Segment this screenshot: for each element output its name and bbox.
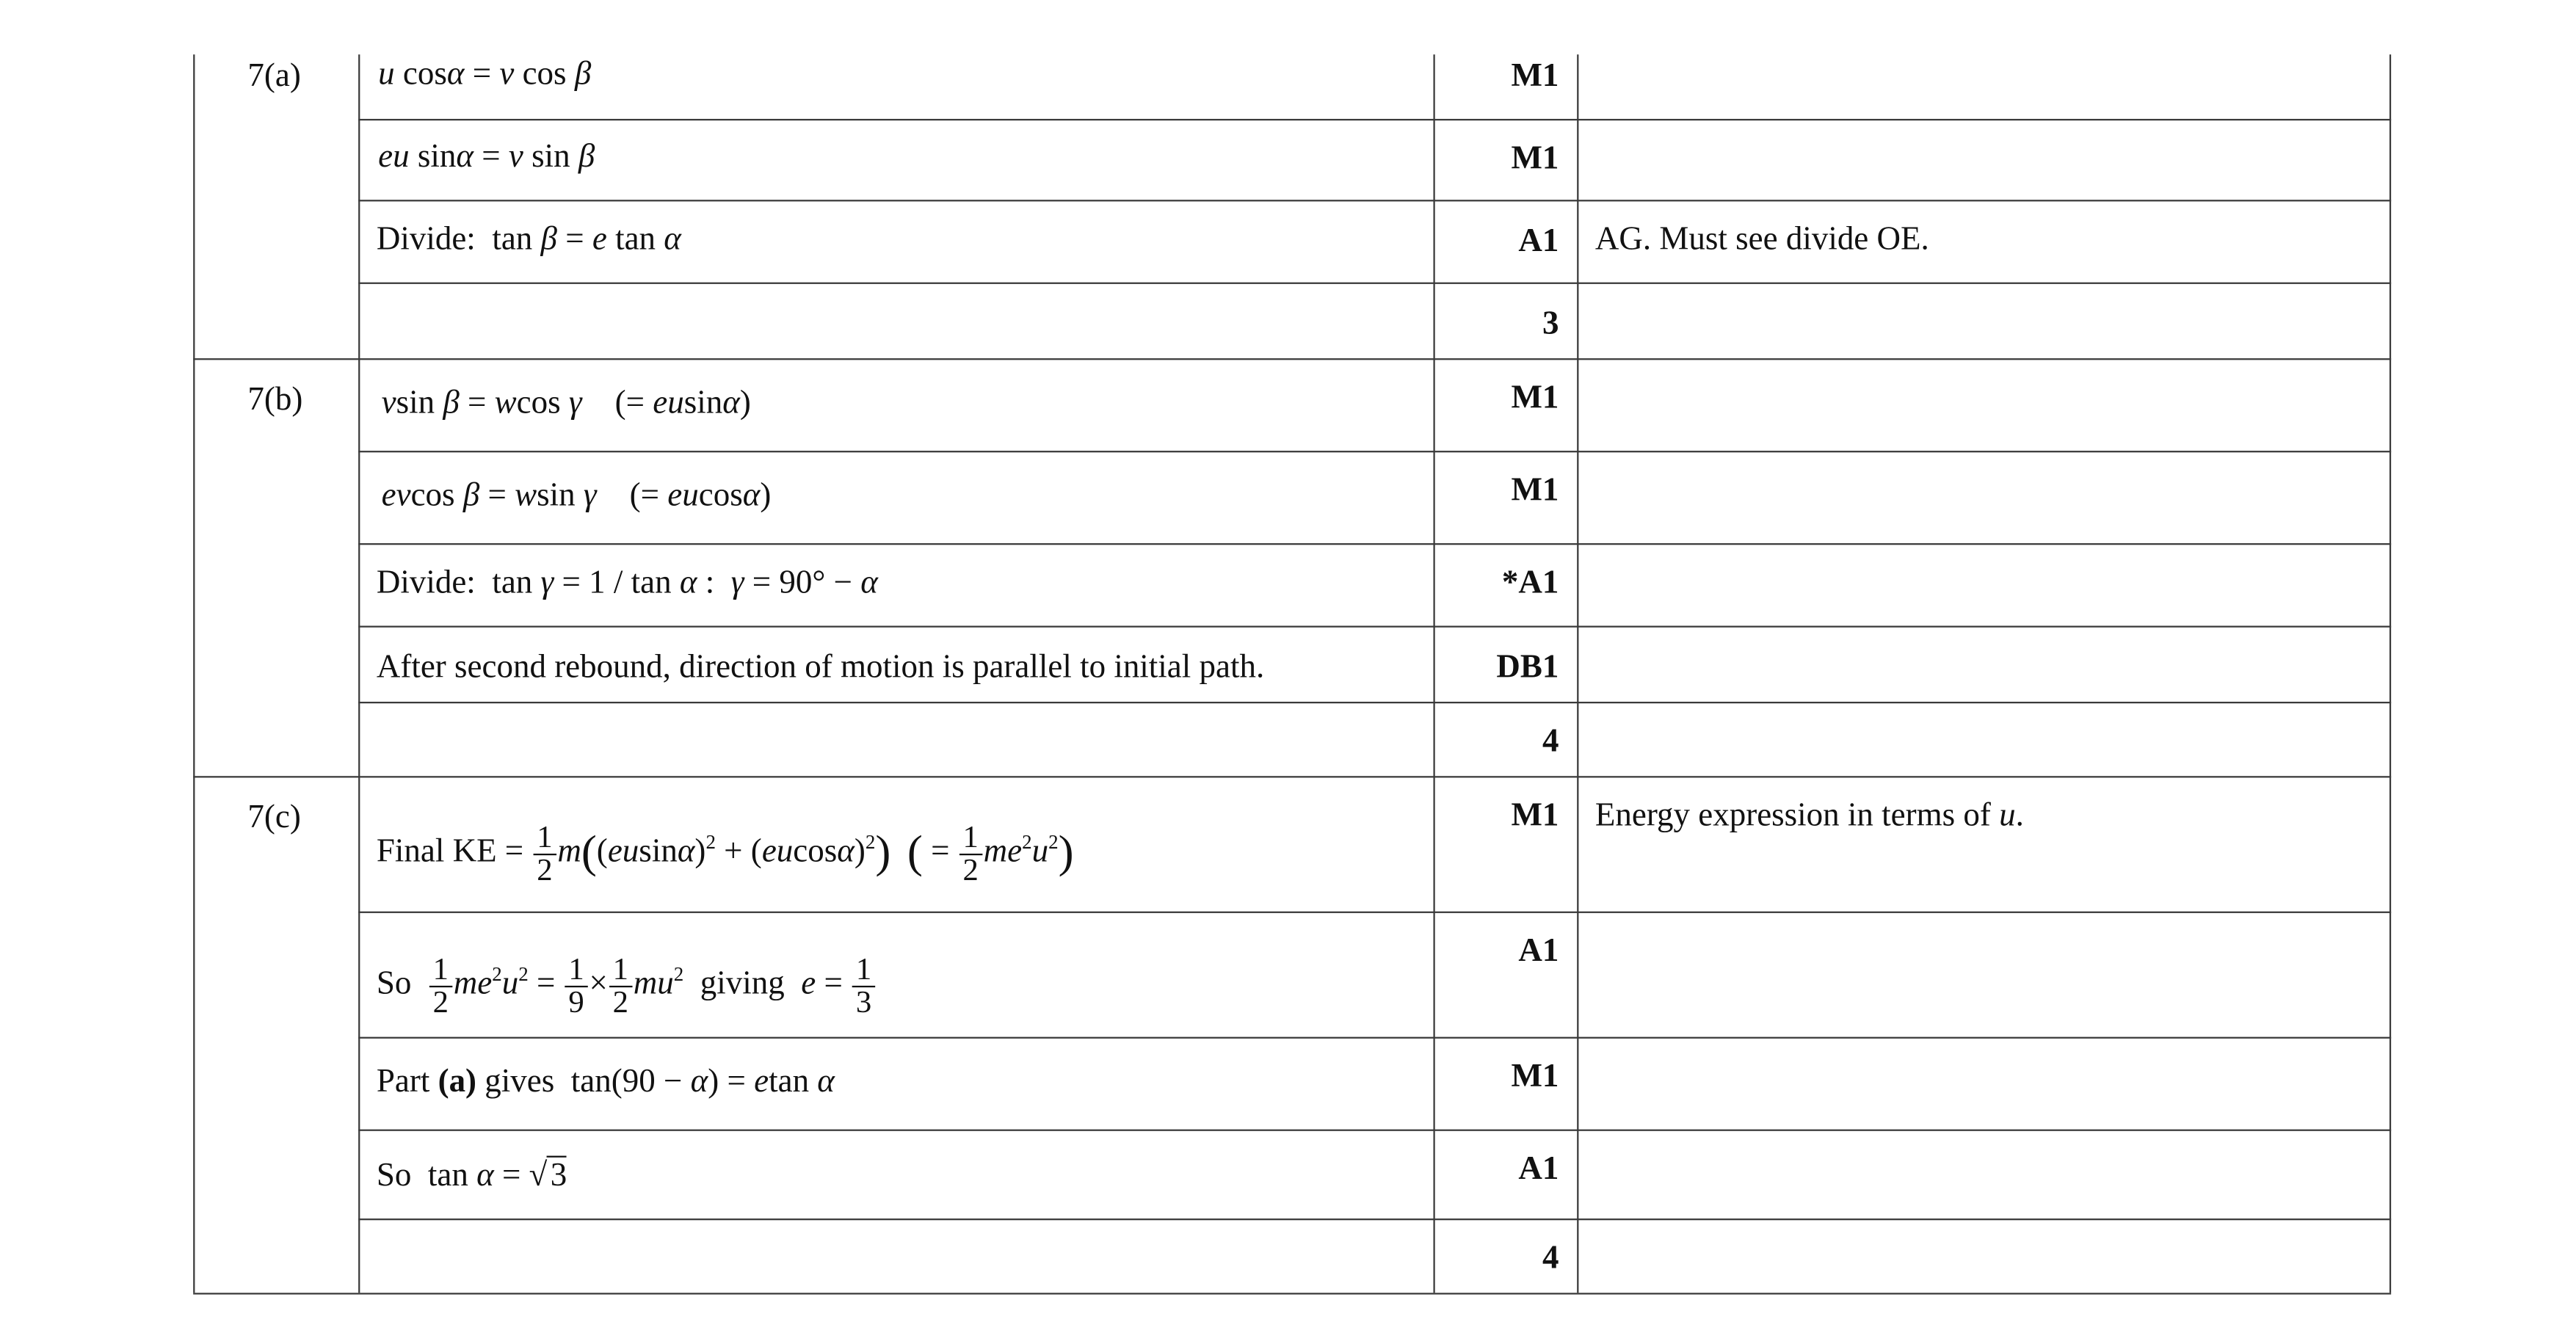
row-divider [358,702,2391,703]
answer-equation: So tan α = √ 3 [377,1156,567,1196]
question-label: 7(c) [247,799,301,836]
mark-code: A1 [1518,932,1559,970]
guidance-note: Energy expression in terms of u. [1594,797,2024,834]
answer-equation: evcos β = wsin γ (= eucosα) [381,477,772,514]
guidance-note: AG. Must see divide OE. [1594,221,1929,258]
row-divider [358,626,2391,628]
table-border-right [2390,54,2391,1293]
table-border-left [193,54,195,1293]
mark-code: M1 [1511,797,1559,834]
answer-equation: vsin β = wcos γ (= eusinα) [381,385,751,421]
answer-equation: So $\frac{1}{2}$ $me^2u^2$ = $\frac{1}{9}$ × $\frac{1}{2}$ $mu^2$ giving e = $\frac{1}{3}$ [377,934,877,1023]
row-divider [358,451,2391,452]
answer-equation: Divide: tan β = e tan α [376,221,681,258]
answer-equation: Part (a) gives tan(90 − α) = etan α [376,1063,835,1100]
row-divider [358,1037,2391,1039]
question-label: 7(a) [247,57,301,95]
mark-total: 3 [1542,305,1559,342]
row-divider [358,200,2391,201]
mark-code: M1 [1511,57,1559,95]
row-divider [358,1130,2391,1131]
mark-code: M1 [1511,379,1559,416]
answer-equation: Final KE = $\frac{1}{2}$ $m((eusin\alpha)^2 + (eucos\alpha)^2)$ ( = $\frac{1}{2}$ $me^2u^2$) [376,819,1074,888]
mark-code: A1 [1518,222,1559,260]
mark-code: M1 [1511,140,1559,177]
mark-total: 4 [1542,1240,1559,1276]
mark-code: A1 [1518,1150,1559,1188]
row-divider [358,543,2391,545]
guidance-column-left-border [1577,54,1578,1293]
answer-column-left-border [358,54,360,1293]
answer-equation: Divide: tan γ = 1 / tan α : γ = 90° − α [376,564,878,601]
mark-code: DB1 [1496,649,1559,686]
mark-total: 4 [1542,723,1559,760]
question-divider [193,358,2391,360]
question-divider [193,776,2391,777]
row-divider [358,912,2391,913]
answer-equation: u cosα = v cos β [378,56,592,92]
mark-code: M1 [1511,1058,1559,1095]
question-label: 7(b) [247,381,303,418]
answer-text: After second rebound, direction of motion is parallel to initial path. [376,649,1265,686]
answer-equation: eu sinα = v sin β [378,138,595,175]
table-border-bottom [193,1293,2391,1294]
mark-code: M1 [1511,472,1559,509]
row-divider [358,119,2391,120]
row-divider [358,1218,2391,1220]
row-divider [358,283,2391,284]
mark-code: *A1 [1501,564,1559,601]
